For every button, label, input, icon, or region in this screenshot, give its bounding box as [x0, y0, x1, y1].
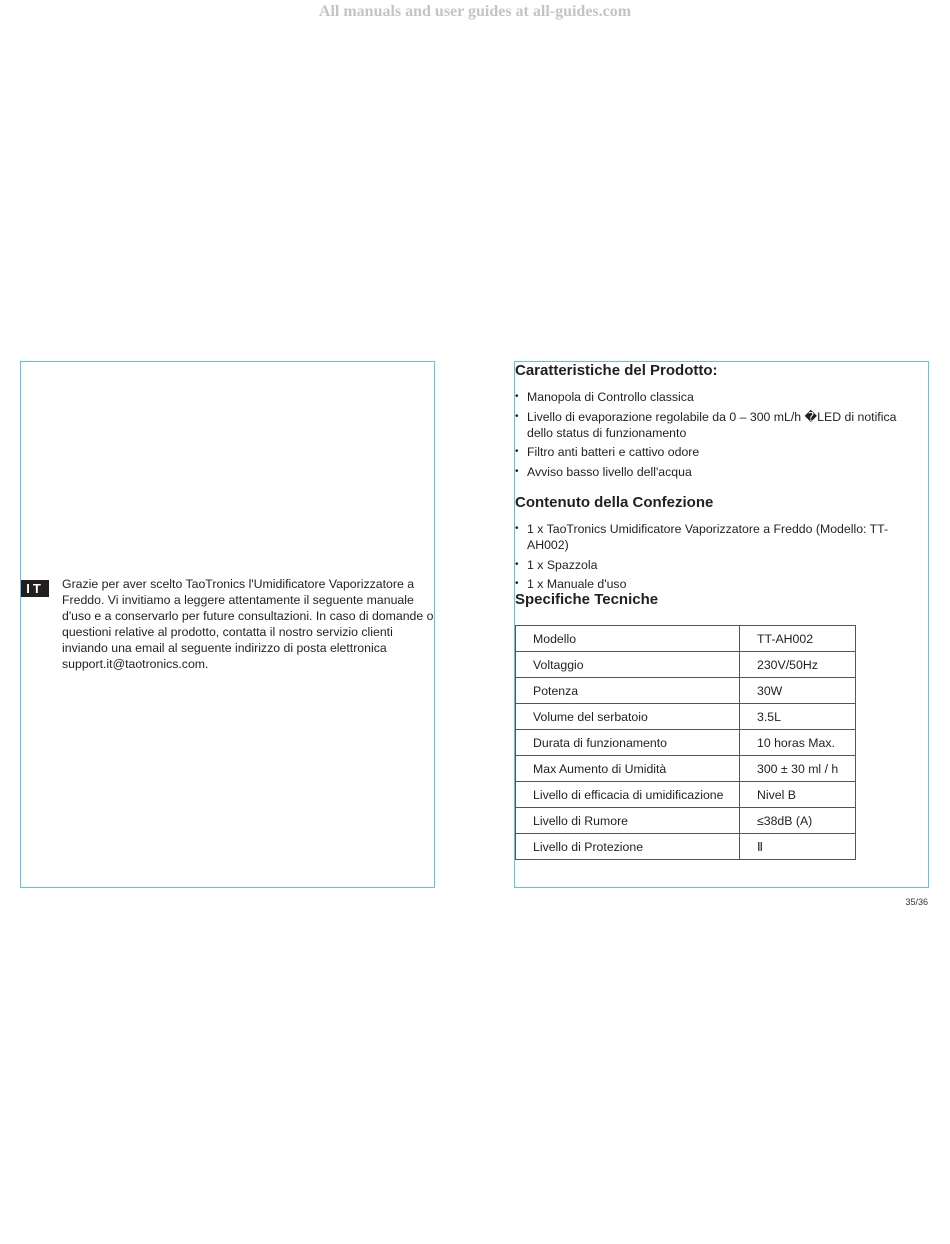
package-list	[515, 521, 925, 596]
specs-heading: Specifiche Tecniche	[515, 591, 659, 608]
watermark-text: All manuals and user guides at all-guides.com	[318, 3, 632, 20]
spec-value: TT-AH002	[740, 626, 856, 652]
specs-table	[515, 625, 856, 860]
spec-value: 300 ± 30 ml / h	[740, 756, 856, 782]
list-item: • 1 x Manuale d'uso	[515, 576, 925, 592]
spec-label: Volume del serbatoio	[516, 704, 740, 730]
spec-label: Modello	[516, 626, 740, 652]
list-item: • Avviso basso livello dell'acqua	[515, 464, 925, 480]
table-row	[516, 834, 856, 860]
list-item: • 1 x Spazzola	[515, 557, 925, 573]
spec-label: Livello di efficacia di umidificazione	[516, 782, 740, 808]
table-row	[516, 626, 856, 652]
table-row	[516, 730, 856, 756]
spec-value: Ⅱ	[740, 834, 856, 860]
list-item: • Manopola di Controllo classica	[515, 389, 925, 405]
spec-label: Potenza	[516, 678, 740, 704]
table-row	[516, 808, 856, 834]
table-row	[516, 756, 856, 782]
spec-label: Max Aumento di Umidità	[516, 756, 740, 782]
spec-label: Durata di funzionamento	[516, 730, 740, 756]
table-row	[516, 782, 856, 808]
spec-value: 30W	[740, 678, 856, 704]
table-row	[516, 704, 856, 730]
spec-value: 10 horas Max.	[740, 730, 856, 756]
table-row	[516, 652, 856, 678]
features-heading: Caratteristiche del Prodotto:	[515, 362, 718, 379]
list-item: • Filtro anti batteri e cattivo odore	[515, 444, 925, 460]
spec-label: Voltaggio	[516, 652, 740, 678]
spec-value: 3.5L	[740, 704, 856, 730]
spec-label: Livello di Protezione	[516, 834, 740, 860]
language-badge: IT	[21, 580, 49, 597]
page-number: 35/36	[905, 897, 928, 907]
list-item: • 1 x TaoTronics Umidificatore Vaporizzatore a Freddo (Modello: TT-AH002)	[515, 521, 925, 553]
table-row	[516, 678, 856, 704]
spec-value: 230V/50Hz	[740, 652, 856, 678]
intro-paragraph: Grazie per aver scelto TaoTronics l'Umidificatore Vaporizzatore a Freddo. Vi invitiamo a leggere attentamente il seguente manuale d'uso e a conservarlo per future consultazioni. In caso di domande o questioni relative al prodotto, contatta il nostro servizio clienti inviando una email al seguente indirizzo di posta elettronica support.it@taotronics.com.	[62, 577, 434, 671]
list-item: • Livello di evaporazione regolabile da 0 – 300 mL/h �LED di notifica dello status di funzionamento	[515, 409, 925, 441]
features-list	[515, 389, 925, 483]
spec-label: Livello di Rumore	[516, 808, 740, 834]
package-heading: Contenuto della Confezione	[515, 494, 714, 511]
spec-value: Nivel B	[740, 782, 856, 808]
spec-value: ≤38dB (A)	[740, 808, 856, 834]
